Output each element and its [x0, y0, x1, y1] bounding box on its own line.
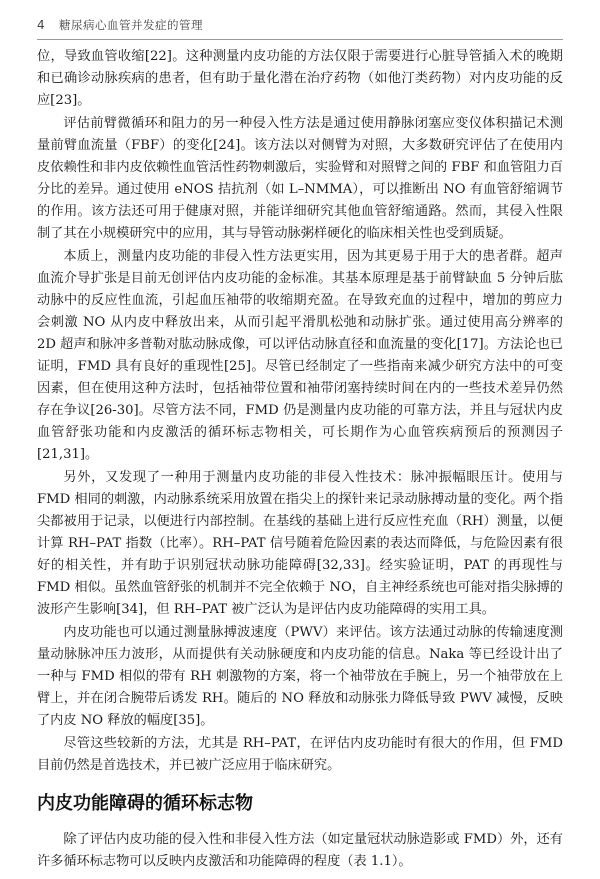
running-title: 糖尿病心血管并发症的管理: [59, 18, 203, 32]
header-divider: [37, 39, 563, 40]
paragraph-summary: 尽管这些较新的方法，尤其是 RH–PAT，在评估内皮功能时有很大的作用，但 FMD 目前仍然是首选技术，并已被广泛应用于临床研究。: [37, 736, 563, 773]
running-header: [37, 12, 563, 38]
paragraph-rh-pat: 另外，又发现了一种用于测量内皮功能的非侵入性技术：脉冲振幅眼压计。使用与 FMD 相同的刺激，内动脉系统采用放置在指尖上的探针来记录动脉搏动量的变化。两个指尖都被用于记录，以便进行内部控制。在基线的基础上进行反应性充血（RH）测量，以便计算 RH–PAT 指数（比率）。RH–PAT 信号随着危险因素的表达而降低，与危险因素有很好的相关性，并有助于识别冠状动脉功能障碍[32,33]。经实验证明，PAT 的再现性与 FMD 相似。虽然血管舒张的机制并不完全依赖于 NO，自主神经系统也可能对指尖脉搏的波形产生影响[34]，但 RH–PAT 被广泛认为是评估内皮功能障碍的实用工具。: [37, 470, 563, 617]
paragraph-forearm-plethysmography: 评估前臂微循环和阻力的另一种侵入性方法是通过使用静脉闭塞应变仪体积描记术测量前臂血流量（FBF）的变化[24]。该方法以对侧臂为对照，大多数研究评估了在使用内皮依赖性和非内皮依赖性血管活性药物刺激后，实验臂和对照臂之间的 FBF 和血管阻力百分比的差异。通过使用 eNOS 拮抗剂（如 L–NMMA），可以推断出 NO 有血管舒缩调节的作用。该方法还可用于健康对照，并能详细研究其他血管舒缩通路。然而，其侵入性限制了其在小规模研究中的应用，其与导管动脉粥样硬化的临床相关性也受到质疑。: [37, 116, 563, 241]
section-heading: 内皮功能障碍的循环标志物: [37, 793, 253, 814]
page-body: [37, 46, 563, 873]
paragraph-fmd-ultrasound: 本质上，测量内皮功能的非侵入性方法更实用，因为其更易于用于大的患者群。超声血流介导扩张是目前无创评估内皮功能的金标准。其基本原理是基于前臂缺血 5 分钟后肱动脉中的反应性血流，引起血压袖带的收缩期充盈。在导致充血的过程中，增加的剪应力会刺激 NO 从内皮中释放出来，从而引起平滑肌松弛和动脉扩张。通过使用高分辨率的 2D 超声和脉冲多普勒对肱动脉成像，可以评估动脉直径和血流量的变化[17]。方法论也已证明，FMD 具有良好的重现性[25]。尽管已经制定了一些指南来减少研究方法中的可变因素，但在使用这种方法时，包括袖带位置和袖带闭塞持续时间在内的一些技术差异仍然存在争议[26-30]。尽管方法不同，FMD 仍是测量内皮功能的可靠方法，并且与冠状内皮血管舒张功能和内皮激活的循环标志物相关，可长期作为心血管疾病预后的预测因子[21,31]。: [37, 249, 563, 462]
paragraph-continuation: 位，导致血管收缩[22]。这种测量内皮功能的方法仅限于需要进行心脏导管插入术的晚期和已确诊动脉疾病的患者，但有助于量化潜在治疗药物（如他汀类药物）对内皮功能的反应[23]。: [37, 49, 563, 108]
paragraph-circulating-markers: 除了评估内皮功能的侵入性和非侵入性方法（如定量冠状动脉造影或 FMD）外，还有许多循环标志物可以反映内皮激活和功能障碍的程度（表 1.1）。: [37, 832, 563, 869]
paragraph-pwv: 内皮功能也可以通过测量脉搏波速度（PWV）来评估。该方法通过动脉的传输速度测量动脉脉冲压力波形，从而提供有关动脉硬度和内皮功能的信息。Naka 等已经设计出了一种与 FMD 相似的带有 RH 刺激物的方案，将一个袖带放在手腕上，另一个袖带放在上臂上，并在闭合腕带后诱发 RH。随后的 NO 释放和动脉张力降低导致 PWV 减慢，反映了内皮 NO 释放的幅度[35]。: [37, 625, 563, 728]
page-number: 4: [37, 18, 45, 32]
